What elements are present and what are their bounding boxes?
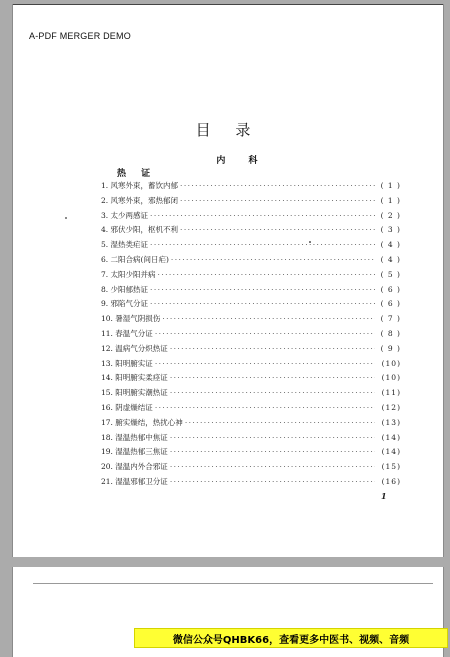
toc-entry-label: 17. 腑实燥结，热扰心神 — [101, 417, 183, 427]
demo-watermark: A-PDF MERGER DEMO — [29, 31, 131, 41]
pdf-page — [12, 4, 444, 557]
toc-entry — [101, 195, 401, 210]
toc-entry — [101, 372, 401, 387]
toc-leader-dots — [180, 225, 375, 234]
toc-leader-dots — [170, 462, 375, 471]
toc-entry-label: 9. 邪陷气分证 — [101, 299, 149, 309]
toc-entry — [101, 210, 401, 225]
toc-entry-page: ( 1 ) — [380, 181, 401, 190]
toc-entry-page: (15) — [381, 462, 401, 472]
toc-leader-dots — [170, 388, 375, 397]
toc-entry-page: ( 1 ) — [380, 195, 401, 205]
toc-entry-label: 1. 风寒外束，蓄饮内郁 — [101, 181, 179, 190]
toc-leader-dots — [155, 329, 375, 338]
toc-entry-page: (14) — [381, 447, 401, 457]
toc-entry-label: 16. 阴虚燥结证 — [101, 402, 153, 412]
toc-entry — [101, 461, 401, 476]
toc-entry-label: 21. 湿温邪郁卫分证 — [101, 476, 168, 486]
toc-entry-label: 18. 湿温热郁中焦证 — [101, 432, 168, 442]
page-top-border — [13, 4, 443, 5]
toc-entry — [101, 432, 401, 447]
toc-entry-page: (10) — [381, 358, 401, 368]
scan-speck — [309, 241, 311, 243]
toc-entry — [101, 446, 401, 461]
promo-banner: 微信公众号QHBK66，查看更多中医书、视频、音频 — [134, 628, 448, 648]
toc-leader-dots — [170, 447, 375, 456]
toc-entry-page: ( 3 ) — [380, 225, 401, 235]
toc-leader-dots — [170, 477, 375, 486]
toc-entry-label: 7. 太阳少阳并病 — [101, 269, 156, 279]
toc-entry-label: 11. 春温气分证 — [101, 328, 153, 338]
toc-leader-dots — [180, 181, 375, 190]
toc-leader-dots — [155, 359, 375, 368]
toc-entry-page: (16) — [381, 476, 401, 486]
toc-leader-dots — [150, 285, 375, 294]
toc-entry — [101, 298, 401, 313]
toc-entry-page: ( 4 ) — [380, 254, 401, 264]
toc-entry-page: ( 8 ) — [380, 328, 401, 338]
subsection-title: 热 证 — [117, 169, 157, 179]
toc-entry-page: ( 6 ) — [380, 299, 401, 309]
toc-leader-dots — [150, 211, 375, 220]
toc-entry-page: ( 2 ) — [380, 210, 401, 220]
toc-entry-label: 3. 太少两感证 — [101, 210, 149, 220]
toc-entry-page: ( 7 ) — [380, 314, 401, 324]
toc-entry-label: 20. 湿温内外合邪证 — [101, 462, 168, 472]
toc-entry-page: (10) — [381, 373, 401, 383]
toc-leader-dots — [150, 240, 375, 249]
toc-entry-page: ( 9 ) — [380, 343, 401, 353]
toc-entry — [101, 476, 401, 491]
toc-entry — [101, 313, 401, 328]
toc-entry-label: 6. 二阳合病(间日疟) — [101, 254, 169, 264]
toc-leader-dots — [185, 418, 375, 427]
toc-entry — [101, 343, 401, 358]
toc-leader-dots — [170, 433, 375, 442]
toc-entry-label: 14. 阳明腑实柔痉证 — [101, 373, 168, 383]
toc-entry-page: (14) — [381, 432, 401, 442]
toc-entry — [101, 269, 401, 284]
toc-entry — [101, 284, 401, 299]
toc-entry — [101, 417, 401, 432]
toc-entry — [101, 358, 401, 373]
toc-title: 目 录 — [195, 121, 261, 139]
toc-leader-dots — [162, 314, 375, 323]
toc-entry-label: 2. 风寒外束，邪热郁闭 — [101, 195, 179, 205]
toc-entry-label: 13. 阳明腑实证 — [101, 358, 153, 368]
toc-leader-dots — [180, 196, 375, 205]
toc-entry — [101, 180, 401, 195]
toc-leader-dots — [158, 270, 375, 279]
toc-entry-page: (11) — [381, 388, 401, 398]
scan-speck — [65, 217, 67, 219]
toc-entry-label: 4. 邪伏少阳，枢机不利 — [101, 225, 179, 235]
toc-entry-page: ( 4 ) — [380, 240, 401, 250]
toc-entry-page: ( 6 ) — [380, 284, 401, 294]
toc-entry-label: 10. 暑湿气阴损伤 — [101, 314, 161, 324]
toc-entry-page: (12) — [381, 402, 401, 412]
toc-entry — [101, 254, 401, 269]
page-number: 1 — [381, 491, 387, 501]
page-header-rule — [33, 583, 433, 584]
toc-entry — [101, 224, 401, 239]
toc-entry — [101, 328, 401, 343]
toc-entry — [101, 239, 401, 254]
toc-entry-label: 15. 阳明腑实潮热证 — [101, 388, 168, 398]
toc-leader-dots — [171, 255, 375, 264]
toc-entry-page: ( 5 ) — [380, 269, 401, 279]
toc-leader-dots — [155, 403, 375, 412]
toc-entry-label: 19. 湿温热郁三焦证 — [101, 447, 168, 457]
toc-leader-dots — [150, 299, 375, 308]
toc-entry — [101, 387, 401, 402]
toc-leader-dots — [170, 344, 375, 353]
toc-entry — [101, 402, 401, 417]
toc-entry-label: 5. 湿热类疟证 — [101, 240, 149, 250]
toc-leader-dots — [170, 373, 375, 382]
toc-entry-label: 8. 少阳郁热证 — [101, 284, 149, 294]
section-title: 内 科 — [216, 156, 268, 166]
toc-entry-page: (13) — [381, 417, 401, 427]
toc-entry-label: 12. 温病气分炽热证 — [101, 343, 168, 353]
toc-list — [101, 180, 401, 491]
